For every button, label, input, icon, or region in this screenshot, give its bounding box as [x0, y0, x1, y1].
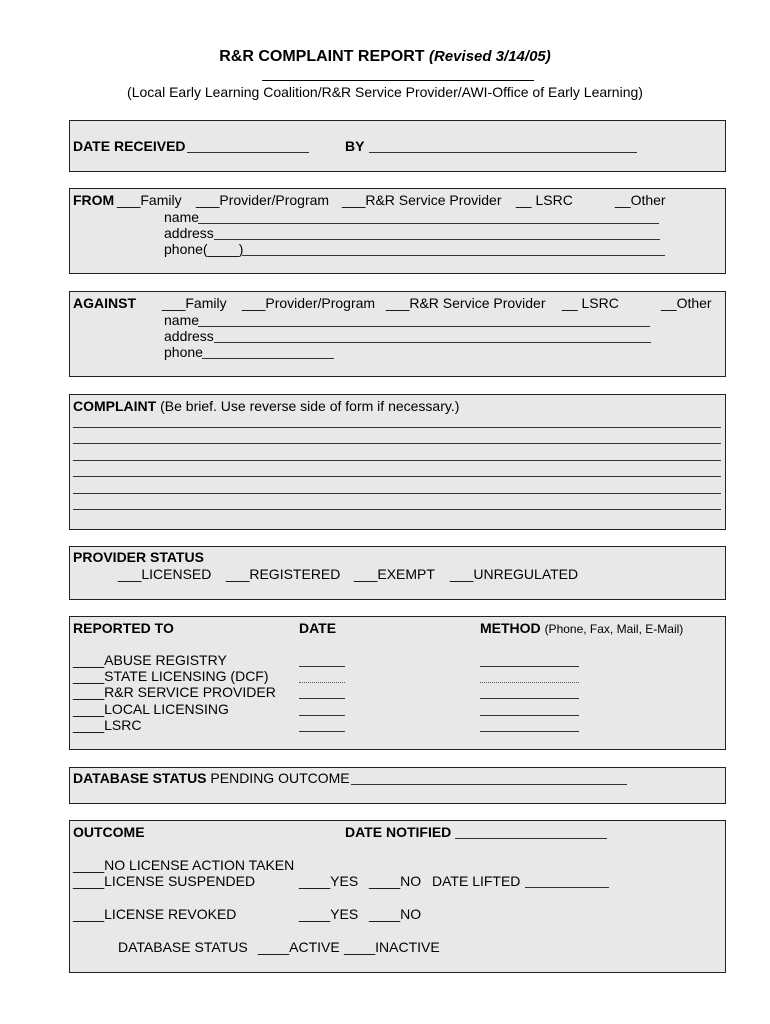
from-option-lsrc[interactable]: __ LSRC: [516, 192, 573, 208]
from-option-family[interactable]: ___Family: [117, 192, 182, 208]
against-option-lsrc[interactable]: __ LSRC: [562, 295, 619, 311]
against-option-other[interactable]: __Other: [661, 295, 712, 311]
reported-rr-provider[interactable]: ____R&R SERVICE PROVIDER: [73, 684, 276, 700]
complaint-section: [69, 394, 726, 530]
database-status-heading: [73, 770, 350, 786]
from-address-label: address: [164, 225, 214, 241]
from-option-rr[interactable]: ___R&R Service Provider: [342, 192, 502, 208]
db-status-inactive[interactable]: ____INACTIVE: [344, 939, 440, 955]
from-name-label: name: [164, 209, 200, 225]
reported-to-label: REPORTED TO: [73, 620, 174, 636]
outcome-revoked[interactable]: ____LICENSE REVOKED: [73, 906, 237, 922]
provider-status-label: PROVIDER STATUS: [73, 549, 204, 565]
from-address-field[interactable]: [214, 239, 660, 240]
date-received-section: [69, 120, 726, 172]
reported-abuse-registry[interactable]: ____ABUSE REGISTRY: [73, 652, 227, 668]
date-column-label: DATE: [299, 620, 337, 636]
outcome-section: [69, 820, 726, 973]
revoked-yes[interactable]: ____YES: [299, 906, 359, 922]
against-option-provider[interactable]: ___Provider/Program: [242, 295, 376, 311]
from-section: [69, 188, 726, 274]
from-option-provider[interactable]: ___Provider/Program: [196, 192, 330, 208]
complaint-line-6[interactable]: [73, 509, 721, 510]
complaint-line-1[interactable]: [73, 427, 721, 428]
method-note: (Phone, Fax, Mail, E-Mail): [544, 622, 684, 636]
title-underline: [262, 80, 534, 81]
complaint-line-4[interactable]: [73, 476, 721, 477]
complaint-label: COMPLAINT: [73, 398, 157, 414]
status-registered[interactable]: ___REGISTERED: [226, 566, 341, 582]
database-status-section: [69, 767, 726, 804]
from-name-field[interactable]: [198, 223, 659, 224]
from-option-other[interactable]: __Other: [615, 192, 666, 208]
date-field-4[interactable]: [299, 715, 345, 716]
method-field-1[interactable]: [480, 666, 579, 667]
reported-to-section: [69, 616, 726, 750]
date-lifted-field[interactable]: [525, 887, 609, 888]
from-phone-field[interactable]: [242, 255, 665, 256]
revoked-no[interactable]: ____NO: [369, 906, 422, 922]
against-option-rr[interactable]: ___R&R Service Provider: [386, 295, 546, 311]
complaint-note: (Be brief. Use reverse side of form if necessary.): [160, 398, 460, 414]
reported-lsrc[interactable]: ____LSRC: [73, 717, 142, 733]
db-status-active[interactable]: ____ACTIVE: [258, 939, 340, 955]
against-name-field[interactable]: [198, 326, 650, 327]
outcome-db-status-label: DATABASE STATUS: [118, 939, 248, 955]
form-title: R&R COMPLAINT REPORT: [219, 48, 425, 65]
by-field[interactable]: [369, 152, 637, 153]
against-label: AGAINST: [73, 295, 136, 311]
date-field-1[interactable]: [299, 666, 345, 667]
suspended-no[interactable]: ____NO: [369, 873, 422, 889]
pending-outcome-field[interactable]: [351, 784, 627, 785]
from-label: FROM: [73, 192, 115, 208]
database-status-label: DATABASE STATUS: [73, 770, 207, 786]
outcome-label: OUTCOME: [73, 824, 145, 840]
date-notified-field[interactable]: [455, 838, 607, 839]
revision-date: (Revised 3/14/05): [429, 48, 551, 65]
by-label: BY: [345, 138, 365, 154]
form-subtitle: (Local Early Learning Coalition/R&R Service Provider/AWI-Office of Early Learning): [127, 84, 643, 100]
complaint-line-2[interactable]: [73, 443, 721, 444]
provider-status-section: [69, 546, 726, 600]
suspended-yes[interactable]: ____YES: [299, 873, 359, 889]
against-phone-label: phone: [164, 344, 203, 360]
against-address-field[interactable]: [214, 342, 651, 343]
against-name-label: name: [164, 312, 200, 328]
from-phone-label: phone(____): [164, 241, 244, 257]
date-field-2[interactable]: [299, 682, 345, 683]
method-field-5[interactable]: [480, 731, 579, 732]
complaint-line-3[interactable]: [73, 460, 721, 461]
date-notified-label: DATE NOTIFIED: [345, 824, 452, 840]
against-option-family[interactable]: ___Family: [162, 295, 227, 311]
date-lifted-label: DATE LIFTED: [432, 873, 521, 889]
complaint-line-5[interactable]: [73, 493, 721, 494]
date-received-field[interactable]: [187, 152, 309, 153]
date-received-label: DATE RECEIVED: [73, 138, 186, 154]
complaint-heading: [73, 398, 459, 414]
date-field-3[interactable]: [299, 698, 345, 699]
against-phone-field[interactable]: [202, 358, 334, 359]
date-field-5[interactable]: [299, 731, 345, 732]
status-unregulated[interactable]: ___UNREGULATED: [450, 566, 579, 582]
method-column-label: METHOD: [480, 620, 541, 636]
status-exempt[interactable]: ___EXEMPT: [354, 566, 435, 582]
method-field-3[interactable]: [480, 698, 579, 699]
reported-local-licensing[interactable]: ____LOCAL LICENSING: [73, 701, 229, 717]
method-column-heading: [480, 620, 683, 637]
status-licensed[interactable]: ___LICENSED: [118, 566, 212, 582]
method-field-2[interactable]: [480, 682, 579, 683]
method-field-4[interactable]: [480, 715, 579, 716]
against-section: [69, 291, 726, 377]
outcome-no-action[interactable]: ____NO LICENSE ACTION TAKEN: [73, 857, 295, 873]
reported-state-licensing[interactable]: ____STATE LICENSING (DCF): [73, 668, 269, 684]
pending-outcome-label: PENDING OUTCOME: [210, 770, 350, 786]
against-address-label: address: [164, 328, 214, 344]
page-title: [0, 48, 770, 66]
outcome-suspended[interactable]: ____LICENSE SUSPENDED: [73, 873, 256, 889]
